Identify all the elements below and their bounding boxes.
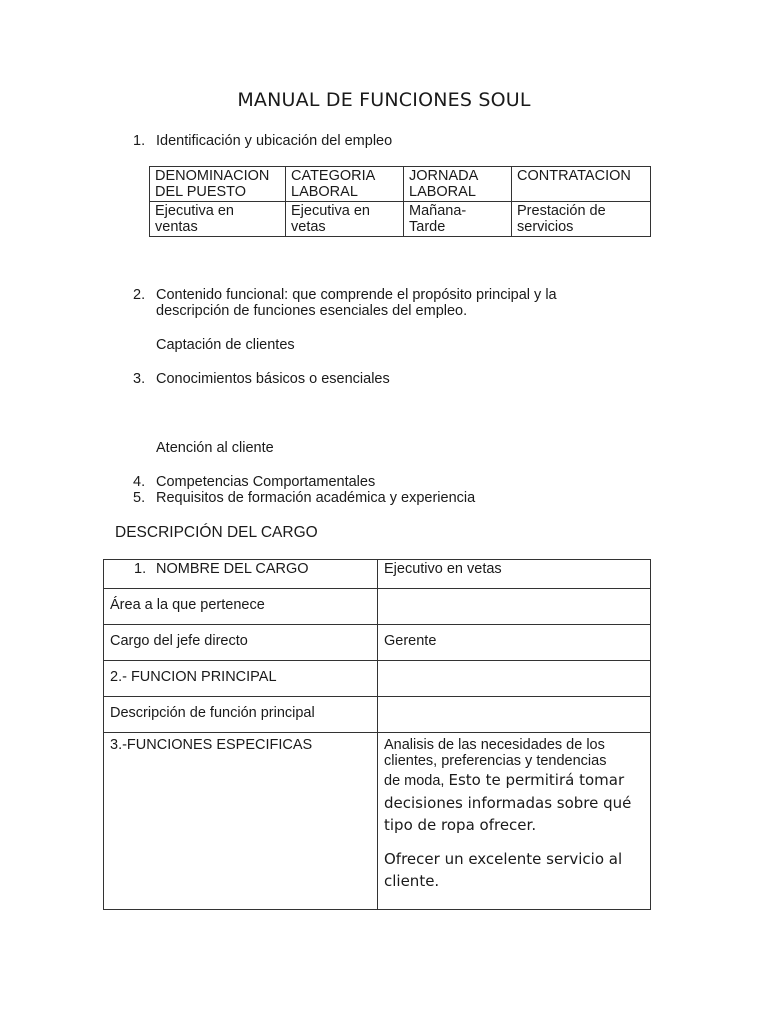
specific-functions-line: Ofrecer un excelente servicio al <box>384 850 623 868</box>
cell-text: ventas <box>155 219 198 235</box>
table-cell <box>378 733 651 910</box>
table-header-cell <box>512 167 651 202</box>
list-number: 1. <box>134 561 147 577</box>
table-row <box>104 733 651 910</box>
list-item-identification: Identificación y ubicación del empleo <box>156 133 393 149</box>
area-label: Área a la que pertenece <box>110 597 265 613</box>
sub-text-client-acquisition: Captación de clientes <box>156 337 295 353</box>
table-row <box>104 697 651 733</box>
employment-table <box>149 166 651 237</box>
table-cell <box>104 661 378 697</box>
header-text: DEL PUESTO <box>155 184 247 200</box>
table-cell <box>378 589 651 625</box>
role-name-label: NOMBRE DEL CARGO <box>156 561 309 577</box>
cell-text: Tarde <box>409 219 446 235</box>
table-cell <box>150 202 286 237</box>
cell-text: servicios <box>517 219 574 235</box>
description-heading: DESCRIPCIÓN DEL CARGO <box>115 524 318 541</box>
table-row <box>104 661 651 697</box>
header-text: CONTRATACION <box>517 168 631 184</box>
list-number: 2. <box>133 287 146 303</box>
specific-functions-line: decisiones informadas sobre qué <box>384 794 632 812</box>
header-text: LABORAL <box>409 184 476 200</box>
table-row <box>150 202 651 237</box>
table-row <box>104 560 651 589</box>
list-number: 1. <box>133 133 146 149</box>
role-name-value: Ejecutivo en vetas <box>384 561 502 577</box>
header-text: LABORAL <box>291 184 358 200</box>
list-number: 5. <box>133 490 146 506</box>
cell-text: Prestación de <box>517 203 606 219</box>
boss-label: Cargo del jefe directo <box>110 633 248 649</box>
table-cell <box>104 589 378 625</box>
table-cell <box>104 697 378 733</box>
table-cell <box>378 697 651 733</box>
table-cell <box>104 625 378 661</box>
cell-text: Mañana- <box>409 203 467 219</box>
specific-functions-line <box>384 769 644 792</box>
header-text: JORNADA <box>409 168 479 184</box>
specific-functions-label: 3.-FUNCIONES ESPECIFICAS <box>110 737 313 753</box>
table-cell <box>378 625 651 661</box>
table-cell <box>104 733 378 910</box>
list-number: 4. <box>133 474 146 490</box>
list-item-requirements: Requisitos de formación académica y experiencia <box>156 490 476 506</box>
table-cell <box>104 560 378 589</box>
specific-functions-line: clientes, preferencias y tendencias <box>384 753 607 769</box>
specific-functions-line: tipo de ropa ofrecer. <box>384 816 537 834</box>
specific-functions-line: cliente. <box>384 872 440 890</box>
main-function-desc-label: Descripción de función principal <box>110 705 315 721</box>
cell-text: vetas <box>291 219 326 235</box>
list-item-functional-content-cont: descripción de funciones esenciales del empleo. <box>156 303 468 319</box>
list-item-competencies: Competencias Comportamentales <box>156 474 376 490</box>
cell-text: Ejecutiva en <box>155 203 234 219</box>
role-description-table <box>103 559 651 910</box>
table-cell <box>512 202 651 237</box>
table-header-cell <box>286 167 404 202</box>
table-cell <box>378 560 651 589</box>
specific-functions-text: de moda, <box>384 773 449 789</box>
cell-text: Ejecutiva en <box>291 203 370 219</box>
header-text: DENOMINACION <box>155 168 270 184</box>
header-text: CATEGORIA <box>291 168 376 184</box>
table-header-row <box>150 167 651 202</box>
document-title: MANUAL DE FUNCIONES SOUL <box>237 89 531 111</box>
boss-value: Gerente <box>384 633 437 649</box>
list-number: 3. <box>133 371 146 387</box>
table-cell <box>404 202 512 237</box>
table-row <box>104 625 651 661</box>
table-row <box>104 589 651 625</box>
sub-text-customer-service: Atención al cliente <box>156 440 274 456</box>
specific-functions-text: Esto te permitirá tomar <box>448 771 625 789</box>
list-item-functional-content: Contenido funcional: que comprende el propósito principal y la <box>156 287 557 303</box>
specific-functions-line: Analisis de las necesidades de los <box>384 737 605 753</box>
list-item-knowledge: Conocimientos básicos o esenciales <box>156 371 390 387</box>
table-cell <box>286 202 404 237</box>
table-header-cell <box>150 167 286 202</box>
main-function-label: 2.- FUNCION PRINCIPAL <box>110 669 277 685</box>
table-cell <box>378 661 651 697</box>
table-header-cell <box>404 167 512 202</box>
